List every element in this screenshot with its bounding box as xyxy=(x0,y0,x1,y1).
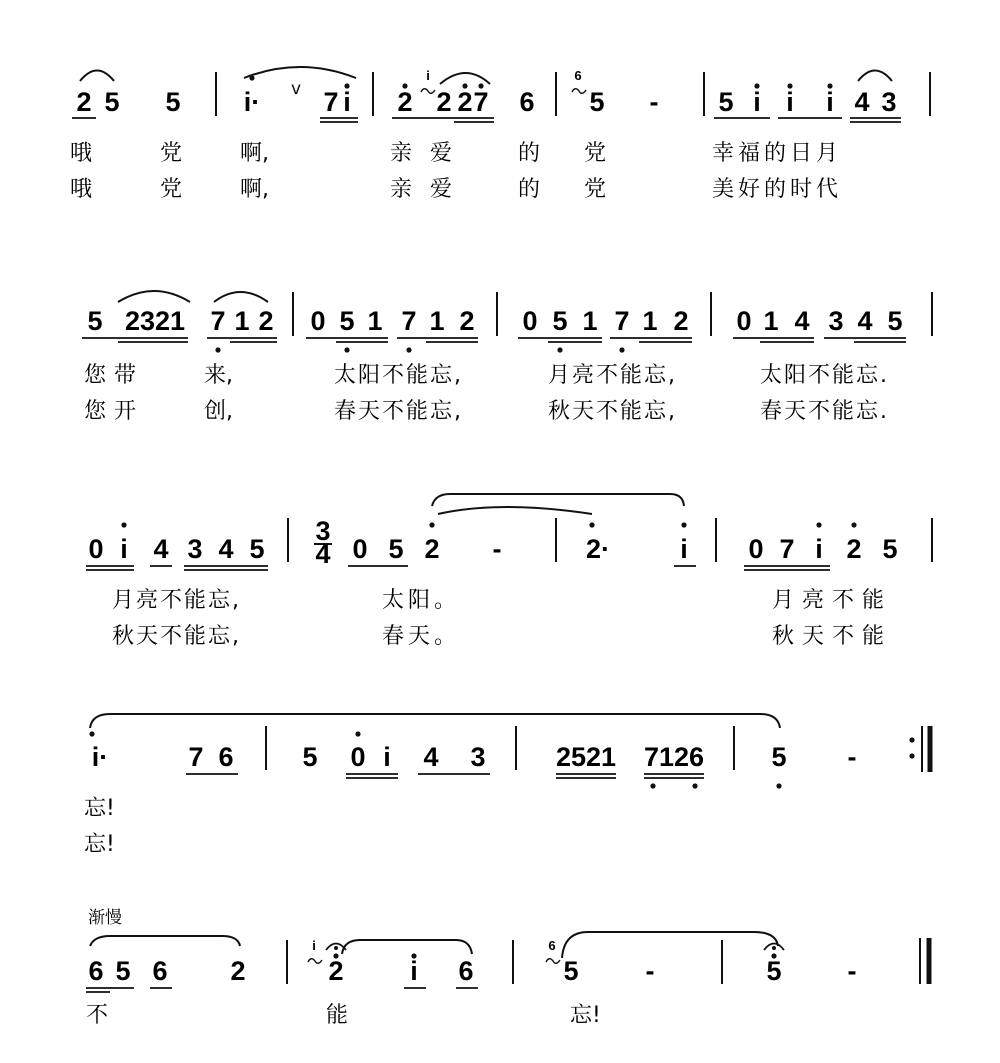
grace-note: 6 xyxy=(548,938,556,953)
note: 0 xyxy=(88,534,104,564)
lyric: 亲 xyxy=(390,177,413,202)
note: 4 xyxy=(857,306,873,336)
slur xyxy=(342,940,472,954)
note: 5 xyxy=(165,87,181,117)
slur xyxy=(858,71,892,82)
lyric: 春天。 xyxy=(382,624,461,649)
lyric: 哦 xyxy=(70,177,93,202)
lyric: 党 xyxy=(160,177,183,202)
lyric: 忘! xyxy=(84,832,115,857)
score-line-1 xyxy=(70,67,930,202)
score-line-4 xyxy=(84,714,930,857)
note: 2 xyxy=(258,306,274,336)
tie xyxy=(438,507,592,514)
note-group: 7126 xyxy=(643,742,705,772)
lyric: 党 xyxy=(584,141,607,166)
note: 0 xyxy=(352,534,368,564)
lyric: 太阳不能忘, xyxy=(334,363,463,388)
note: 5 xyxy=(563,956,579,986)
note: 2 xyxy=(424,534,440,564)
note: 5 xyxy=(552,306,568,336)
note: 5 xyxy=(771,742,787,772)
lyric: 党 xyxy=(584,177,607,202)
lyric: 党 xyxy=(160,141,183,166)
dash: - xyxy=(645,956,655,986)
note: 6 xyxy=(88,956,104,986)
note: 1 xyxy=(582,306,598,336)
slur xyxy=(90,714,780,728)
dash: - xyxy=(847,742,857,772)
note: 4 xyxy=(854,87,870,117)
lyric: 来, xyxy=(204,363,233,388)
note: 2 xyxy=(457,87,473,117)
note: 3 xyxy=(881,87,897,117)
note: i· xyxy=(91,742,109,772)
lyrics-verse-2 xyxy=(70,177,842,202)
note: 2 xyxy=(459,306,475,336)
note: i xyxy=(410,956,418,986)
note: i xyxy=(120,534,128,564)
note: 6 xyxy=(152,956,168,986)
lyric: 创, xyxy=(204,399,233,424)
note: 1 xyxy=(642,306,658,336)
note: 6 xyxy=(519,87,535,117)
dash: - xyxy=(649,87,659,117)
lyric: 爱 xyxy=(430,141,453,166)
lyric: 太阳不能忘. xyxy=(760,363,889,388)
tempo-marking: 渐慢 xyxy=(88,908,122,928)
note: 2 xyxy=(846,534,862,564)
note: 5 xyxy=(887,306,903,336)
lyric: 月亮不能 xyxy=(772,588,893,613)
score-line-5 xyxy=(86,908,929,1028)
note: 2 xyxy=(673,306,689,336)
lyric: 您带 xyxy=(84,363,145,388)
lyrics-verse-2 xyxy=(112,624,892,649)
time-signature-bottom: 4 xyxy=(315,539,331,569)
note: 7 xyxy=(210,306,226,336)
note: 4 xyxy=(423,742,439,772)
note: 2 xyxy=(230,956,246,986)
note: 6 xyxy=(218,742,234,772)
note: 1 xyxy=(367,306,383,336)
lyric: 啊, xyxy=(240,177,269,202)
lyric: 太阳。 xyxy=(382,588,461,613)
lyric: 不 xyxy=(86,1003,109,1028)
note: 5 xyxy=(388,534,404,564)
lyrics-verse-2 xyxy=(84,399,889,424)
note: 2 xyxy=(328,956,344,986)
note: i xyxy=(786,87,794,117)
note: i xyxy=(826,87,834,117)
note: 5 xyxy=(104,87,120,117)
note: 7 xyxy=(614,306,630,336)
note: 7 xyxy=(188,742,204,772)
lyric: 月亮不能忘, xyxy=(112,588,241,613)
note: 5 xyxy=(302,742,318,772)
note: 3 xyxy=(828,306,844,336)
time-signature xyxy=(314,516,332,569)
note: 2· xyxy=(585,534,611,564)
lyric: 月亮不能忘, xyxy=(548,363,677,388)
lyrics-verse-1 xyxy=(112,588,892,613)
note: 0 xyxy=(350,742,366,772)
note: 4 xyxy=(153,534,169,564)
repeat-end-barline xyxy=(909,726,930,772)
note: i xyxy=(383,742,391,772)
score-line-2 xyxy=(82,291,932,424)
note: 5 xyxy=(882,534,898,564)
note: 6 xyxy=(458,956,474,986)
note: 0 xyxy=(522,306,538,336)
lyric: 忘! xyxy=(570,1003,601,1028)
note: 5 xyxy=(339,306,355,336)
lyric: 秋天不能 xyxy=(772,624,893,649)
lyric: 忘! xyxy=(84,796,115,821)
note: 3 xyxy=(470,742,486,772)
note: 7 xyxy=(779,534,795,564)
note: 1 xyxy=(763,306,779,336)
lyric: 的 xyxy=(518,177,541,202)
breath-mark: v xyxy=(290,79,302,99)
note: 5 xyxy=(249,534,265,564)
tie xyxy=(432,494,684,506)
slur xyxy=(214,292,268,302)
note: 5 xyxy=(87,306,103,336)
note: 7 xyxy=(473,87,489,117)
score-line-3 xyxy=(86,494,932,649)
note: 3 xyxy=(187,534,203,564)
note: 7 xyxy=(323,87,339,117)
final-barline xyxy=(920,938,929,984)
lyric: 爱 xyxy=(430,177,453,202)
lyric: 您开 xyxy=(84,399,145,424)
note-group: 2521 xyxy=(555,742,617,772)
slur xyxy=(118,291,190,302)
grace-note: i xyxy=(426,68,430,83)
note: 5 xyxy=(718,87,734,117)
dash: - xyxy=(847,956,857,986)
grace-note: 6 xyxy=(574,68,582,83)
note: 4 xyxy=(218,534,234,564)
note: 7 xyxy=(401,306,417,336)
slur xyxy=(80,71,114,82)
note: 2 xyxy=(397,87,413,117)
note: i xyxy=(753,87,761,117)
note: 0 xyxy=(736,306,752,336)
note: i xyxy=(815,534,823,564)
note: 4 xyxy=(794,306,810,336)
note: 1 xyxy=(234,306,250,336)
note: 5 xyxy=(589,87,605,117)
lyric: 能 xyxy=(326,1003,349,1028)
note: 2 xyxy=(436,87,452,117)
lyric: 的 xyxy=(518,141,541,166)
lyrics-verse-1 xyxy=(84,363,889,388)
time-signature-top: 3 xyxy=(315,516,331,546)
note: 0 xyxy=(310,306,326,336)
lyric: 春天不能忘, xyxy=(334,399,463,424)
note: 5 xyxy=(115,956,131,986)
note: 5 xyxy=(766,956,782,986)
tie xyxy=(562,932,778,958)
lyric: 秋天不能忘, xyxy=(112,624,241,649)
lyric: 啊, xyxy=(240,141,269,166)
note: i· xyxy=(243,87,261,117)
lyric: 亲 xyxy=(390,141,413,166)
lyric: 哦 xyxy=(70,141,93,166)
note: i xyxy=(343,87,351,117)
grace-note: i xyxy=(312,938,316,953)
slur xyxy=(90,936,240,946)
note: 2 xyxy=(76,87,92,117)
note-group: 2321 xyxy=(124,306,186,336)
note: i xyxy=(680,534,688,564)
lyric: 美好的时代 xyxy=(712,177,843,202)
lyric: 幸福的日月 xyxy=(712,141,843,166)
slur xyxy=(440,73,490,84)
lyrics-verse-1 xyxy=(70,141,842,166)
note: 0 xyxy=(748,534,764,564)
dash: - xyxy=(492,534,502,564)
lyric: 春天不能忘. xyxy=(760,399,889,424)
lyric: 秋天不能忘, xyxy=(548,399,677,424)
note: 1 xyxy=(429,306,445,336)
slur xyxy=(244,67,356,78)
